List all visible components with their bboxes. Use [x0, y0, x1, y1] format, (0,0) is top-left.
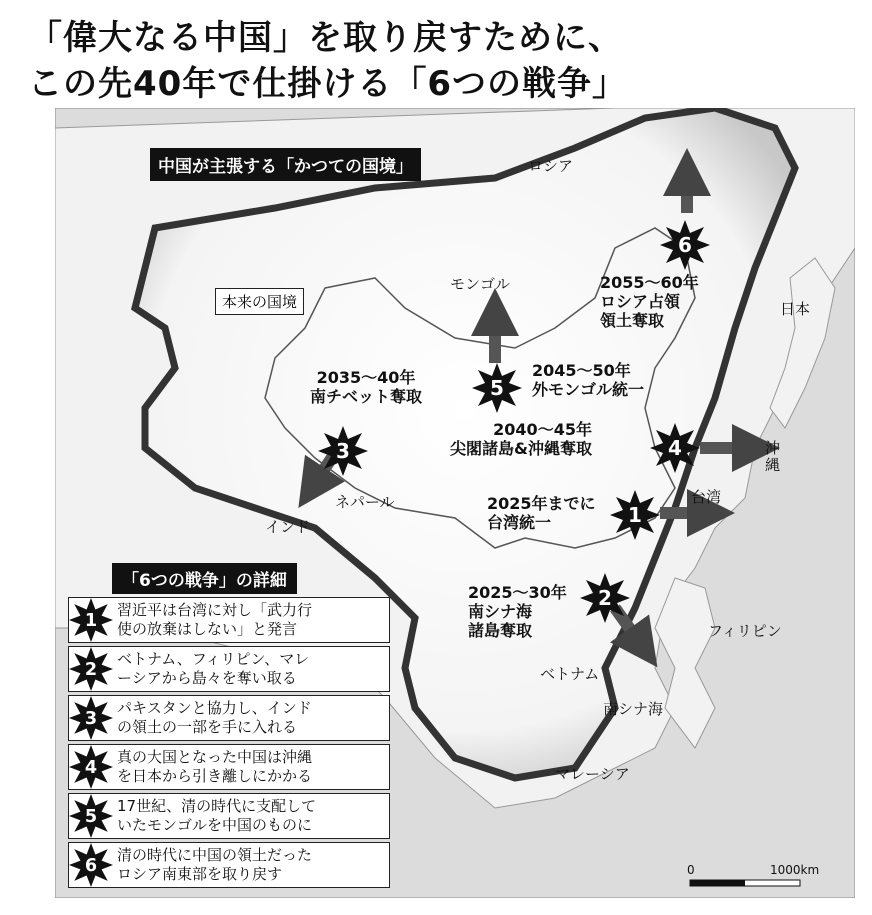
war-2-period: 2025～30年	[468, 583, 567, 602]
original-border-label: 本来の国境	[215, 288, 304, 315]
detail-text	[113, 748, 312, 786]
detail-text	[113, 699, 312, 737]
war-6-period: 2055～60年	[600, 273, 699, 292]
detail-line1: パキスタンと協力し、インド	[117, 699, 312, 717]
detail-row	[68, 646, 390, 692]
war-1-label	[487, 494, 596, 532]
burst-4-num: 4	[668, 436, 682, 460]
label-nepal: ネパール	[335, 493, 395, 511]
detail-line1: 清の時代に中国の領土だった	[117, 846, 313, 864]
label-south-china-sea: 南シナ海	[603, 700, 664, 718]
detail-num: 3	[84, 709, 98, 730]
label-japan: 日本	[780, 300, 811, 318]
detail-line2: いたモンゴルを中国のものに	[117, 816, 313, 834]
war-4-period: 2040～45年	[493, 420, 592, 439]
burst-6	[660, 220, 710, 270]
war-1-action: 台湾統一	[487, 513, 552, 532]
war-3-action: 南チベット奪取	[310, 387, 423, 406]
label-philippines: フィリピン	[708, 622, 782, 640]
burst-3	[318, 426, 368, 476]
war-4-action: 尖閣諸島&沖縄奪取	[450, 439, 592, 458]
war-5-action: 外モンゴル統一	[532, 380, 645, 399]
burst-6-num: 6	[678, 233, 692, 257]
burst-1	[610, 490, 660, 540]
detail-line2: を日本から引き離しにかかる	[117, 767, 313, 785]
detail-line1: 習近平は台湾に対し「武力行	[117, 601, 313, 619]
label-malaysia: マレーシア	[555, 765, 630, 783]
burst-1-num: 1	[628, 503, 642, 527]
detail-num: 4	[84, 758, 98, 779]
burst-4	[650, 423, 700, 473]
burst-2	[580, 573, 630, 623]
burst-3-num: 3	[336, 439, 350, 463]
claimed-border-label: 中国が主張する「かつての国境」	[150, 148, 421, 181]
details-list	[68, 597, 390, 888]
detail-text	[113, 846, 312, 884]
detail-row	[68, 597, 390, 643]
label-okinawa: 沖縄	[765, 439, 781, 474]
detail-burst	[69, 843, 113, 887]
detail-row	[68, 793, 390, 839]
detail-row	[68, 842, 390, 888]
detail-burst	[69, 598, 113, 642]
detail-line1: ベトナム、フィリピン、マレ	[117, 650, 310, 668]
burst-2-num: 2	[598, 586, 612, 610]
label-mongolia: モンゴル	[450, 275, 511, 293]
war-1-period: 2025年までに	[487, 494, 596, 513]
burst-5	[472, 363, 522, 413]
detail-burst	[69, 696, 113, 740]
detail-num: 2	[84, 660, 98, 681]
war-3-period: 2035～40年	[316, 368, 416, 387]
scale-max: 1000km	[770, 863, 820, 877]
details-panel	[68, 563, 390, 888]
war-5-label	[532, 361, 644, 399]
label-taiwan: 台湾	[691, 488, 722, 506]
label-vietnam: ベトナム	[540, 665, 600, 683]
detail-num: 5	[84, 807, 98, 828]
detail-line2: の領土の一部を手に入れる	[117, 718, 298, 736]
detail-num: 6	[84, 856, 98, 877]
detail-text	[113, 601, 312, 639]
title-line-1: 「偉大なる中国」を取り戻すために、	[28, 18, 623, 58]
war-5-period: 2045～50年	[532, 361, 631, 380]
detail-burst	[69, 794, 113, 838]
details-heading: 「6つの戦争」の詳細	[112, 563, 297, 594]
detail-line2: 使の放棄はしない」と発言	[117, 620, 298, 638]
scale-bar-fill	[690, 880, 745, 886]
war-4-label	[450, 420, 592, 458]
scale-zero: 0	[687, 863, 695, 877]
detail-burst	[69, 647, 113, 691]
war-2-label	[468, 583, 567, 640]
title-line-2: この先40年で仕掛ける「6つの戦争」	[28, 64, 627, 104]
detail-row	[68, 744, 390, 790]
war-3-label	[310, 368, 422, 406]
war-2-action: 南シナ海 諸島奪取	[468, 602, 533, 640]
label-russia: ロシア	[528, 157, 574, 175]
war-6-label	[600, 273, 699, 330]
detail-row	[68, 695, 390, 741]
detail-burst	[69, 745, 113, 789]
detail-line2: ーシアから島々を奪い取る	[117, 669, 297, 687]
detail-line1: 真の大国となった中国は沖縄	[117, 748, 313, 766]
burst-5-num: 5	[490, 376, 504, 400]
detail-text	[113, 650, 309, 688]
detail-line2: ロシア南東部を取り戻す	[117, 865, 283, 883]
label-india: インド	[265, 518, 311, 536]
war-6-action: ロシア占領 領土奪取	[600, 292, 681, 330]
detail-text	[113, 797, 316, 835]
detail-line1: 17世紀、清の時代に支配して	[117, 797, 317, 815]
detail-num: 1	[84, 611, 98, 632]
